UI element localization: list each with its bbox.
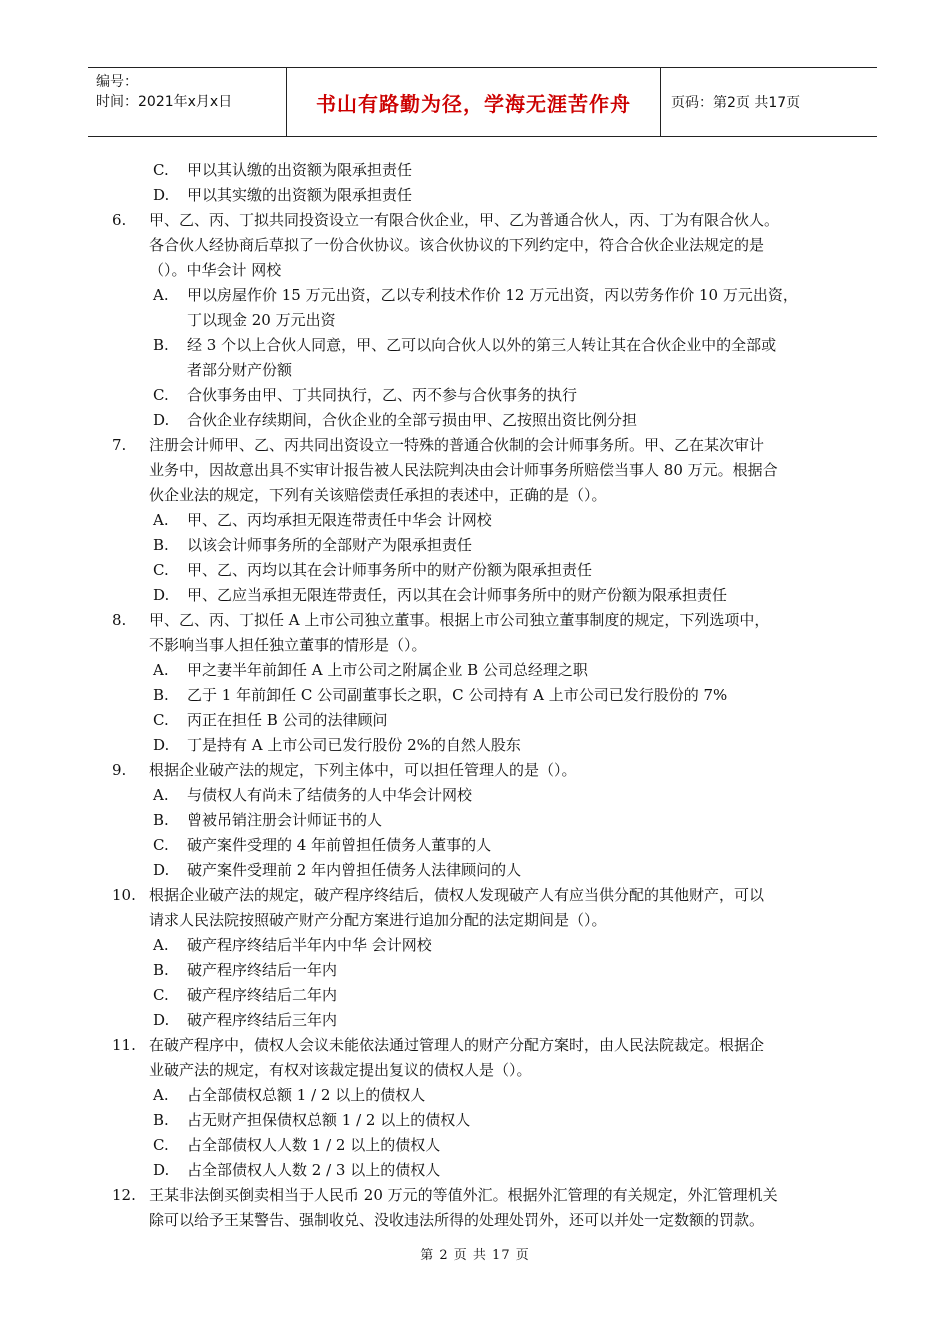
- option-text: 占全部债权总额 1 / 2 以上的债权人: [187, 1086, 426, 1104]
- option-text: 破产程序终结后二年内: [187, 986, 338, 1004]
- option-letter: C.: [153, 836, 169, 854]
- option-text: 占全部债权人人数 1 / 2 以上的债权人: [187, 1136, 441, 1154]
- option-text: 甲、乙、丙均以其在会计师事务所中的财产份额为限承担责任: [187, 561, 593, 579]
- option-text: 甲、乙应当承担无限连带责任，丙以其在会计师事务所中的财产份额为限承担责任: [187, 586, 728, 604]
- question-text: 甲、乙、丙、丁拟共同投资设立一有限合伙企业，甲、乙为普通合伙人，丙、丁为有限合伙人。: [149, 211, 780, 229]
- option-line: [112, 508, 857, 533]
- option-line: [112, 558, 857, 583]
- option-text: 甲之妻半年前卸任 A 上市公司之附属企业 B 公司总经理之职: [187, 661, 588, 679]
- option-letter: D.: [153, 186, 170, 204]
- question-text: 王某非法倒买倒卖相当于人民币 20 万元的等值外汇。根据外汇管理的有关规定，外汇管理机关: [149, 1186, 778, 1204]
- option-letter: C.: [153, 1136, 169, 1154]
- option-letter: A.: [153, 286, 169, 304]
- option-text: 与债权人有尚未了结债务的人中华会计网校: [187, 786, 473, 804]
- header-page-info: 页码：第2页 共17页: [671, 95, 801, 111]
- question-continuation: [112, 233, 857, 258]
- header-meta: [88, 68, 286, 136]
- question-line: [112, 208, 857, 233]
- question-continuation: [112, 1058, 857, 1083]
- option-line: [112, 683, 857, 708]
- option-line: [112, 583, 857, 608]
- page-header: [88, 67, 877, 137]
- option-letter: A.: [153, 661, 169, 679]
- option-letter: B.: [153, 536, 169, 554]
- option-letter: B.: [153, 1111, 169, 1129]
- question-number: 6.: [112, 211, 127, 229]
- question-text: 根据企业破产法的规定，破产程序终结后，债权人发现破产人有应当供分配的其他财产，可以: [149, 886, 765, 904]
- option-letter: B.: [153, 686, 169, 704]
- option-letter: C.: [153, 986, 169, 1004]
- option-text: 曾被吊销注册会计师证书的人: [187, 811, 383, 829]
- question-text: 各合伙人经协商后草拟了一份合伙协议。该合伙协议的下列约定中，符合合伙企业法规定的是: [149, 236, 765, 254]
- option-letter: D.: [153, 411, 170, 429]
- option-continuation: [112, 358, 857, 383]
- option-text: 经 3 个以上合伙人同意，甲、乙可以向合伙人以外的第三人转让其在合伙企业中的全部或: [187, 336, 777, 354]
- option-line: [112, 708, 857, 733]
- question-line: [112, 883, 857, 908]
- option-letter: D.: [153, 1011, 170, 1029]
- option-continuation: [112, 308, 857, 333]
- option-line: [112, 1083, 857, 1108]
- question-continuation: [112, 458, 857, 483]
- option-letter: A.: [153, 511, 169, 529]
- option-text: 丁是持有 A 上市公司已发行股份 2%的自然人股东: [187, 736, 521, 754]
- question-number: 8.: [112, 611, 127, 629]
- document-body: [112, 158, 857, 1233]
- question-text: 除可以给予王某警告、强制收兑、没收违法所得的处理处罚外，还可以并处一定数额的罚款。: [149, 1211, 765, 1229]
- option-text: 破产程序终结后一年内: [187, 961, 338, 979]
- option-text: 破产案件受理前 2 年内曾担任债务人法律顾问的人: [187, 861, 522, 879]
- option-text: 破产程序终结后三年内: [187, 1011, 338, 1029]
- option-letter: A.: [153, 1086, 169, 1104]
- question-line: [112, 1033, 857, 1058]
- option-text: 占无财产担保债权总额 1 / 2 以上的债权人: [187, 1111, 471, 1129]
- question-continuation: [112, 483, 857, 508]
- option-letter: A.: [153, 936, 169, 954]
- question-line: [112, 758, 857, 783]
- option-letter: C.: [153, 386, 169, 404]
- option-line: [112, 158, 857, 183]
- option-letter: C.: [153, 161, 169, 179]
- option-line: [112, 533, 857, 558]
- question-number: 11.: [112, 1036, 136, 1054]
- question-text: 请求人民法院按照破产财产分配方案进行追加分配的法定期间是（）。: [149, 911, 607, 929]
- option-text: 丙正在担任 B 公司的法律顾问: [187, 711, 388, 729]
- option-letter: B.: [153, 961, 169, 979]
- option-letter: B.: [153, 336, 169, 354]
- question-continuation: [112, 258, 857, 283]
- option-line: [112, 858, 857, 883]
- option-text: 占全部债权人人数 2 / 3 以上的债权人: [187, 1161, 441, 1179]
- option-text: 者部分财产份额: [187, 361, 293, 379]
- option-text: 合伙企业存续期间，合伙企业的全部亏损由甲、乙按照出资比例分担: [187, 411, 638, 429]
- question-number: 7.: [112, 436, 127, 454]
- option-line: [112, 808, 857, 833]
- option-line: [112, 1158, 857, 1183]
- option-line: [112, 1008, 857, 1033]
- option-text: 合伙事务由甲、丁共同执行，乙、丙不参与合伙事务的执行: [187, 386, 578, 404]
- question-text: 业破产法的规定，有权对该裁定提出复议的债权人是（）。: [149, 1061, 532, 1079]
- serial-label: 编号：: [96, 74, 138, 90]
- option-line: [112, 1133, 857, 1158]
- option-line: [112, 383, 857, 408]
- option-text: 乙于 1 年前卸任 C 公司副董事长之职，C 公司持有 A 上市公司已发行股份的 7%: [187, 686, 728, 704]
- option-letter: D.: [153, 1161, 170, 1179]
- option-line: [112, 283, 857, 308]
- option-line: [112, 833, 857, 858]
- question-line: [112, 1183, 857, 1208]
- option-letter: C.: [153, 561, 169, 579]
- question-continuation: [112, 908, 857, 933]
- question-number: 12.: [112, 1186, 136, 1204]
- question-text: 不影响当事人担任独立董事的情形是（）。: [149, 636, 427, 654]
- question-text: 甲、乙、丙、丁拟任 A 上市公司独立董事。根据上市公司独立董事制度的规定，下列选项中，: [149, 611, 770, 629]
- option-line: [112, 408, 857, 433]
- header-motto: 书山有路勤为径，学海无涯苦作舟: [286, 68, 661, 136]
- page-footer: 第 2 页 共 17 页: [420, 1248, 530, 1263]
- option-text: 甲、乙、丙均承担无限连带责任中华会 计网校: [187, 511, 492, 529]
- time-label: 时间：2021年x月x日: [96, 94, 233, 110]
- question-text: 在破产程序中，债权人会议未能依法通过管理人的财产分配方案时，由人民法院裁定。根据企: [149, 1036, 765, 1054]
- option-letter: D.: [153, 736, 170, 754]
- question-continuation: [112, 633, 857, 658]
- question-text: 业务中，因故意出具不实审计报告被人民法院判决由会计师事务所赔偿当事人 80 万元。根据合: [149, 461, 778, 479]
- option-line: [112, 1108, 857, 1133]
- option-line: [112, 933, 857, 958]
- question-number: 10.: [112, 886, 136, 904]
- option-line: [112, 983, 857, 1008]
- question-text: （）。中华会计 网校: [149, 261, 282, 279]
- option-line: [112, 733, 857, 758]
- option-text: 甲以其实缴的出资额为限承担责任: [187, 186, 413, 204]
- option-text: 甲以其认缴的出资额为限承担责任: [187, 161, 413, 179]
- question-continuation: [112, 1208, 857, 1233]
- option-line: [112, 658, 857, 683]
- question-text: 注册会计师甲、乙、丙共同出资设立一特殊的普通合伙制的会计师事务所。甲、乙在某次审计: [149, 436, 765, 454]
- question-text: 根据企业破产法的规定，下列主体中，可以担任管理人的是（）。: [149, 761, 577, 779]
- option-text: 甲以房屋作价 15 万元出资，乙以专利技术作价 12 万元出资，丙以劳务作价 10 万元出资，: [187, 286, 798, 304]
- option-text: 破产案件受理的 4 年前曾担任债务人董事的人: [187, 836, 492, 854]
- question-number: 9.: [112, 761, 127, 779]
- option-line: [112, 958, 857, 983]
- option-letter: A.: [153, 786, 169, 804]
- option-line: [112, 183, 857, 208]
- option-text: 以该会计师事务所的全部财产为限承担责任: [187, 536, 473, 554]
- question-text: 伙企业法的规定，下列有关该赔偿责任承担的表述中，正确的是（）。: [149, 486, 607, 504]
- option-text: 丁以现金 20 万元出资: [187, 311, 336, 329]
- option-letter: D.: [153, 586, 170, 604]
- option-letter: C.: [153, 711, 169, 729]
- option-line: [112, 783, 857, 808]
- question-line: [112, 608, 857, 633]
- option-text: 破产程序终结后半年内中华 会计网校: [187, 936, 432, 954]
- option-line: [112, 333, 857, 358]
- question-line: [112, 433, 857, 458]
- option-letter: D.: [153, 861, 170, 879]
- option-letter: B.: [153, 811, 169, 829]
